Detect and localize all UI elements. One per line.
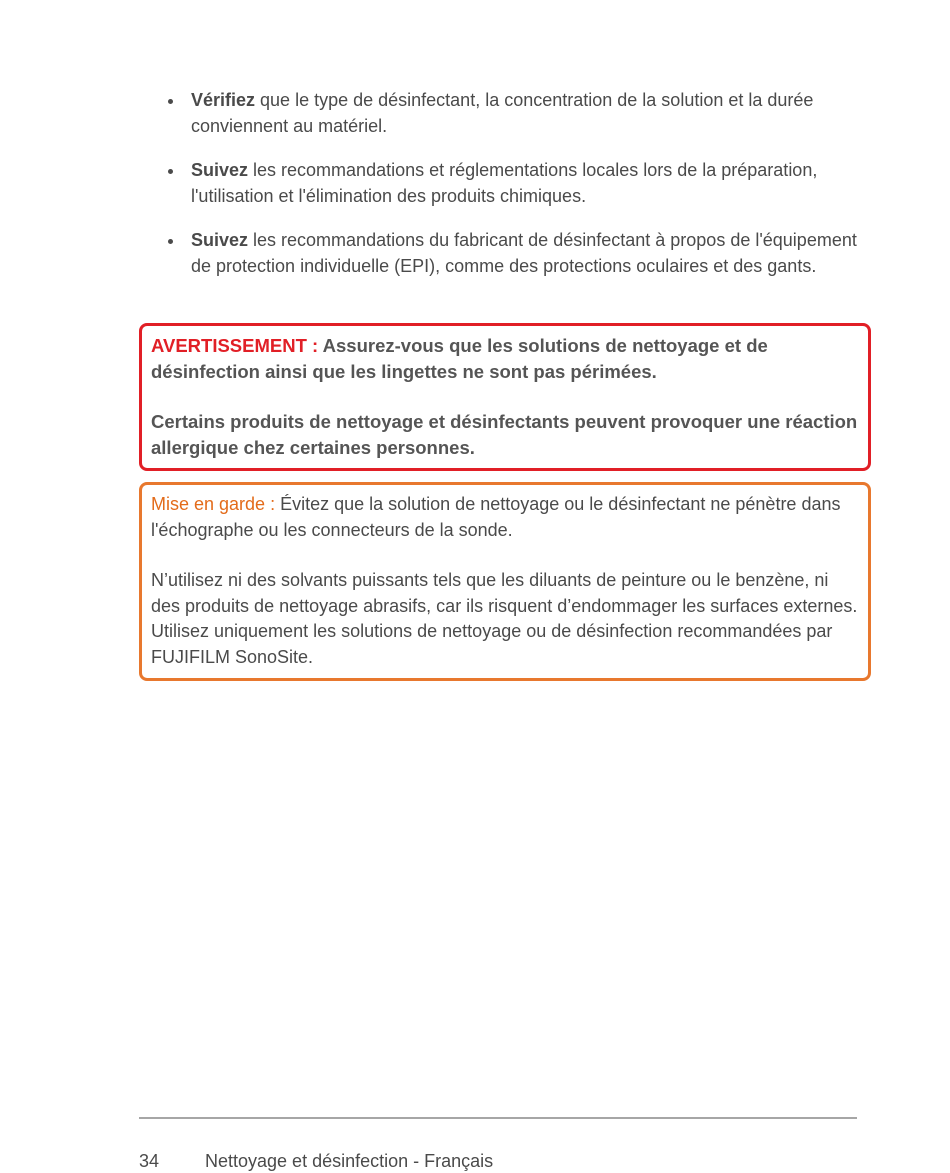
page-number: 34 [139,1151,160,1171]
list-item [168,158,868,209]
footer-divider [139,1117,857,1119]
bullet-lead: Suivez [191,160,249,180]
bullet-icon [168,239,173,244]
warning-paragraph-allergy: Certains produits de nettoyage et désinfectants peuvent provoquer une réaction allergique chez certaines personnes. [151,411,858,458]
caution-paragraph-solvents: N’utilisez ni des solvants puissants tels que les diluants de peinture ou le benzène, ni des produits de nettoyage abrasifs, car ils risquent d’endommager les surfaces externes. Utilisez uniquement les solutions de nettoyage ou de désinfection recommandées par FUJIFILM SonoSite. [151,570,858,667]
bullet-text: les recommandations et réglementations locales lors de la préparation, l'utilisation et l'élimination des produits chimiques. [191,160,818,206]
caution-box [139,482,871,681]
list-item [168,228,868,279]
warning-text: Assurez-vous que les solutions de nettoyage et de désinfection ainsi que les lingettes ne sont pas périmées. [151,335,768,382]
caution-text: Évitez que la solution de nettoyage ou le désinfectant ne pénètre dans l'échographe ou les connecteurs de la sonde. [151,494,841,540]
bullet-icon [168,169,173,174]
bullet-lead: Suivez [191,230,249,250]
caution-paragraph [151,492,859,543]
warning-paragraph [151,333,859,384]
warning-label: AVERTISSEMENT : [151,335,323,356]
precautions-list [168,88,868,279]
caution-label: Mise en garde : [151,494,281,514]
warning-box [139,323,871,471]
bullet-text: que le type de désinfectant, la concentration de la solution et la durée conviennent au matériel. [191,90,814,136]
footer-section-title: Nettoyage et désinfection - Français [205,1151,494,1171]
bullet-icon [168,99,173,104]
page-footer [139,1149,493,1173]
bullet-text: les recommandations du fabricant de désinfectant à propos de l'équipement de protection individuelle (EPI), comme des protections oculaires et des gants. [191,230,857,276]
list-item [168,88,868,139]
bullet-lead: Vérifiez [191,90,256,110]
